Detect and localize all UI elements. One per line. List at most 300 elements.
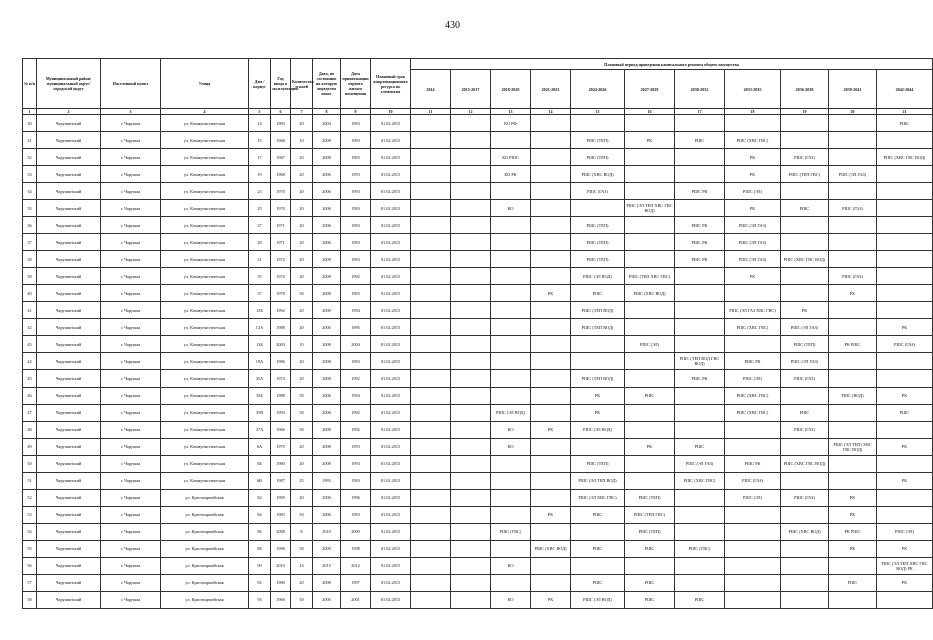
term-cell: 01.02.2015 — [371, 438, 411, 455]
town-cell: г. Чарушка — [101, 540, 161, 557]
floors-cell: 20 — [291, 251, 313, 268]
work-cell: РК — [725, 149, 781, 166]
work-cell — [725, 506, 781, 523]
term-cell: 01.02.2015 — [371, 183, 411, 200]
work-cell — [877, 285, 933, 302]
work-cell — [675, 489, 725, 506]
floors-cell: 50 — [291, 387, 313, 404]
work-cell — [675, 523, 725, 540]
wear-date-cell: 2008 — [313, 574, 341, 591]
row-number: 43 — [23, 336, 37, 353]
work-cell — [829, 455, 877, 472]
row-number: 37 — [23, 234, 37, 251]
town-cell: г. Чарушка — [101, 115, 161, 132]
work-cell — [829, 472, 877, 489]
term-cell: 01.02.2015 — [371, 115, 411, 132]
work-cell — [781, 285, 829, 302]
header-number: № п/п — [23, 59, 37, 109]
work-cell — [571, 200, 625, 217]
street-cell: ул. Коммунистическая — [161, 370, 249, 387]
privatization-cell: 2004 — [341, 336, 371, 353]
street-cell: ул. Коммунистическая — [161, 302, 249, 319]
work-cell: РШС РК — [675, 183, 725, 200]
work-cell — [725, 336, 781, 353]
work-cell: РШС (ГВС) — [491, 523, 531, 540]
town-cell: г. Чарушка — [101, 183, 161, 200]
wear-date-cell: 2000 — [313, 370, 341, 387]
column-number: 10 — [371, 109, 411, 115]
year-cell: 1970 — [271, 183, 291, 200]
work-cell — [491, 387, 531, 404]
work-cell — [411, 353, 451, 370]
work-cell — [491, 489, 531, 506]
district-cell: Чарушинский — [37, 132, 101, 149]
work-cell: РШС (ВОД) — [829, 387, 877, 404]
work-cell — [531, 302, 571, 319]
header-period: 2014 — [411, 70, 451, 109]
privatization-cell: 1998 — [341, 540, 371, 557]
work-cell — [451, 540, 491, 557]
year-cell: 1974 — [271, 370, 291, 387]
work-cell — [411, 574, 451, 591]
year-cell: 1993 — [271, 404, 291, 421]
year-cell: 1992 — [271, 302, 291, 319]
work-cell: КО — [491, 438, 531, 455]
work-cell — [877, 251, 933, 268]
work-cell: КО — [491, 557, 531, 574]
work-cell — [411, 319, 451, 336]
work-cell — [829, 234, 877, 251]
wear-date-cell: 2008 — [313, 455, 341, 472]
work-cell — [451, 506, 491, 523]
work-cell — [451, 166, 491, 183]
work-cell — [625, 234, 675, 251]
term-cell: 01.02.2015 — [371, 251, 411, 268]
work-cell — [531, 268, 571, 285]
work-cell: РШС (ЭЛ ТЕП ХВС ГВС ВОД) — [625, 200, 675, 217]
house-cell: 93 — [249, 591, 271, 608]
work-cell: РК РШС — [829, 523, 877, 540]
work-cell — [411, 115, 451, 132]
year-cell: 1978 — [271, 285, 291, 302]
term-cell: 01.02.2015 — [371, 285, 411, 302]
work-cell — [675, 574, 725, 591]
wear-date-cell: 2006 — [313, 506, 341, 523]
work-cell: РШС РК — [725, 455, 781, 472]
work-cell — [571, 523, 625, 540]
work-cell — [877, 217, 933, 234]
work-cell — [491, 251, 531, 268]
work-cell: РШС — [571, 540, 625, 557]
town-cell: г. Чарушка — [101, 489, 161, 506]
work-cell — [829, 319, 877, 336]
work-cell — [491, 268, 531, 285]
work-cell: РК — [877, 387, 933, 404]
work-cell — [725, 115, 781, 132]
header-year: Год ввода в эксплуатацию — [271, 59, 291, 109]
town-cell: г. Чарушка — [101, 438, 161, 455]
work-cell — [877, 234, 933, 251]
house-cell: 25 — [249, 200, 271, 217]
work-cell: РШС (ТЕП) — [571, 234, 625, 251]
work-cell: РШС (ХВС ВОД) — [781, 523, 829, 540]
table-row — [23, 387, 933, 404]
work-cell: КО РК — [491, 166, 531, 183]
table-row — [23, 217, 933, 234]
work-cell — [675, 268, 725, 285]
floors-cell: 20 — [291, 200, 313, 217]
work-cell: РШС (ЭЛ ГАЗ) — [829, 166, 877, 183]
work-cell: РК — [725, 268, 781, 285]
work-cell — [829, 353, 877, 370]
work-cell — [625, 166, 675, 183]
year-cell: 1995 — [271, 489, 291, 506]
town-cell: г. Чарушка — [101, 353, 161, 370]
town-cell: г. Чарушка — [101, 217, 161, 234]
header-period: 2030-2032 — [675, 70, 725, 109]
house-cell: 13А — [249, 319, 271, 336]
work-cell: РШС — [877, 404, 933, 421]
work-cell: РШС (ТЕП) — [781, 336, 829, 353]
street-cell: ул. Красноармейская — [161, 574, 249, 591]
district-cell: Чарушинский — [37, 523, 101, 540]
house-cell: 17 — [249, 149, 271, 166]
work-cell — [877, 506, 933, 523]
table-row — [23, 540, 933, 557]
town-cell: г. Чарушка — [101, 132, 161, 149]
header-period: 2018-2020 — [491, 70, 531, 109]
row-number: 39 — [23, 268, 37, 285]
wear-date-cell: 2008 — [313, 268, 341, 285]
work-cell — [411, 234, 451, 251]
term-cell: 01.02.2015 — [371, 540, 411, 557]
work-cell — [675, 404, 725, 421]
district-cell: Чарушинский — [37, 149, 101, 166]
work-cell — [625, 404, 675, 421]
term-cell: 01.02.2015 — [371, 336, 411, 353]
work-cell — [411, 421, 451, 438]
work-cell — [725, 421, 781, 438]
work-cell — [829, 251, 877, 268]
column-number: 18 — [725, 109, 781, 115]
row-number: 48 — [23, 421, 37, 438]
work-cell: РШС (ЭЛ) — [725, 370, 781, 387]
work-cell: РШС (ЭЛ) — [877, 523, 933, 540]
wear-date-cell: 2006 — [313, 404, 341, 421]
work-cell: РШС (ТЕП) — [571, 132, 625, 149]
term-cell: 01.02.2015 — [371, 217, 411, 234]
work-cell — [451, 489, 491, 506]
work-cell — [451, 557, 491, 574]
table-row — [23, 166, 933, 183]
floors-cell: 20 — [291, 370, 313, 387]
work-cell — [491, 472, 531, 489]
work-cell — [877, 132, 933, 149]
table-row — [23, 574, 933, 591]
work-cell — [725, 438, 781, 455]
floors-cell: 8 — [291, 523, 313, 540]
floors-cell: 20 — [291, 302, 313, 319]
privatization-cell: 1994 — [341, 302, 371, 319]
privatization-cell: 1993 — [341, 506, 371, 523]
street-cell: ул. Коммунистическая — [161, 217, 249, 234]
work-cell — [625, 115, 675, 132]
district-cell: Чарушинский — [37, 472, 101, 489]
work-cell: РШС — [571, 506, 625, 523]
work-cell — [625, 183, 675, 200]
year-cell: 1967 — [271, 149, 291, 166]
work-cell — [625, 302, 675, 319]
work-cell — [491, 234, 531, 251]
header-privatization: Дата приватизации первого жилого помещения — [341, 59, 371, 109]
street-cell: ул. Красноармейская — [161, 540, 249, 557]
column-number: 11 — [411, 109, 451, 115]
table-row — [23, 183, 933, 200]
privatization-cell: 1995 — [341, 319, 371, 336]
work-cell — [781, 557, 829, 574]
work-cell — [491, 217, 531, 234]
row-number: 31 — [23, 132, 37, 149]
work-cell — [451, 268, 491, 285]
work-cell — [781, 183, 829, 200]
table-row — [23, 472, 933, 489]
work-cell: РК — [829, 540, 877, 557]
street-cell: ул. Коммунистическая — [161, 455, 249, 472]
term-cell: 01.02.2015 — [371, 132, 411, 149]
header-period: 2015-2017 — [451, 70, 491, 109]
work-cell — [531, 251, 571, 268]
work-cell — [675, 115, 725, 132]
term-cell: 01.02.2015 — [371, 455, 411, 472]
work-cell: РШС (ХВС ВОД) — [571, 166, 625, 183]
work-cell — [531, 387, 571, 404]
work-cell: РШС (ГАЗ) — [781, 370, 829, 387]
work-cell: РК — [877, 438, 933, 455]
house-cell: 15 — [249, 132, 271, 149]
house-cell: 13Б — [249, 302, 271, 319]
work-cell: РШС — [625, 540, 675, 557]
table-row — [23, 370, 933, 387]
row-number: 32 — [23, 149, 37, 166]
district-cell: Чарушинский — [37, 302, 101, 319]
work-cell — [411, 591, 451, 608]
column-number: 15 — [571, 109, 625, 115]
privatization-cell: 2001 — [341, 591, 371, 608]
row-number: 38 — [23, 251, 37, 268]
street-cell: ул. Коммунистическая — [161, 421, 249, 438]
column-number: 8 — [313, 109, 341, 115]
wear-date-cell: 2006 — [313, 387, 341, 404]
privatization-cell: 1993 — [341, 472, 371, 489]
table-row — [23, 132, 933, 149]
work-cell — [451, 200, 491, 217]
privatization-cell: 1992 — [341, 404, 371, 421]
work-cell: РШС (ЭЛ ТЕП) ХВС ГВС ВОД) — [829, 438, 877, 455]
work-cell: РШС (ТЕП ВОД) — [571, 302, 625, 319]
work-cell — [531, 489, 571, 506]
work-cell: РШС (ЭЛ ГАЗ) — [725, 217, 781, 234]
work-cell: РШС РК — [675, 234, 725, 251]
work-cell: РШС (ХВС ВОД) — [531, 540, 571, 557]
house-cell: 86 — [249, 523, 271, 540]
table-row — [23, 421, 933, 438]
header-period: 2036-2038 — [781, 70, 829, 109]
column-number: 19 — [781, 109, 829, 115]
table-row — [23, 285, 933, 302]
work-cell — [451, 421, 491, 438]
wear-date-cell: 2000 — [313, 489, 341, 506]
town-cell: г. Чарушка — [101, 319, 161, 336]
house-cell: 35А — [249, 370, 271, 387]
work-cell — [491, 132, 531, 149]
house-cell: 82 — [249, 489, 271, 506]
house-cell: 84 — [249, 506, 271, 523]
header-street: Улица — [161, 59, 249, 109]
row-number: 42 — [23, 319, 37, 336]
street-cell: ул. Коммунистическая — [161, 404, 249, 421]
year-cell: 1988 — [271, 319, 291, 336]
house-cell: 88 — [249, 540, 271, 557]
term-cell: 01.02.2015 — [371, 574, 411, 591]
work-cell: РК — [725, 200, 781, 217]
work-cell: КО — [491, 200, 531, 217]
work-cell: РК — [829, 489, 877, 506]
term-cell: 01.02.2015 — [371, 404, 411, 421]
year-cell: 1996 — [271, 540, 291, 557]
wear-date-cell: 2008 — [313, 149, 341, 166]
work-cell: РШС (ЭЛ) — [725, 183, 781, 200]
table-row — [23, 115, 933, 132]
work-cell: РШС (ЭЛ) — [725, 489, 781, 506]
street-cell: ул. Коммунистическая — [161, 166, 249, 183]
wear-date-cell: 2006 — [313, 166, 341, 183]
wear-date-cell: 2008 — [313, 336, 341, 353]
privatization-cell: 1993 — [341, 149, 371, 166]
work-cell — [829, 217, 877, 234]
header-district: Муниципальный район/ муниципальный округ/городской округ — [37, 59, 101, 109]
work-cell — [531, 183, 571, 200]
house-cell: 90 — [249, 557, 271, 574]
work-cell: РШС РК — [675, 370, 725, 387]
table-row — [23, 149, 933, 166]
street-cell: ул. Коммунистическая — [161, 387, 249, 404]
work-cell — [675, 557, 725, 574]
work-cell — [491, 540, 531, 557]
work-cell — [829, 591, 877, 608]
floors-cell: 20 — [291, 319, 313, 336]
floors-cell: 50 — [291, 421, 313, 438]
work-cell: РК — [829, 506, 877, 523]
house-cell: 37А — [249, 421, 271, 438]
privatization-cell: 1993 — [341, 353, 371, 370]
work-cell — [451, 302, 491, 319]
work-cell — [781, 438, 829, 455]
work-cell: РК — [531, 285, 571, 302]
work-cell: РШС (ГАЗ) — [829, 200, 877, 217]
work-cell — [781, 268, 829, 285]
work-cell: РК — [725, 166, 781, 183]
work-cell: РШС (ЭЛ ВОД) — [491, 404, 531, 421]
row-number: 34 — [23, 183, 37, 200]
work-cell — [491, 353, 531, 370]
work-cell — [531, 370, 571, 387]
district-cell: Чарушинский — [37, 336, 101, 353]
district-cell: Чарушинский — [37, 370, 101, 387]
work-cell — [411, 540, 451, 557]
year-cell: 1974 — [271, 268, 291, 285]
work-cell — [781, 506, 829, 523]
privatization-cell: 1993 — [341, 285, 371, 302]
term-cell: 01.02.2015 — [371, 353, 411, 370]
work-cell — [451, 591, 491, 608]
district-cell: Чарушинский — [37, 387, 101, 404]
floors-cell: 50 — [291, 404, 313, 421]
privatization-cell: 1993 — [341, 115, 371, 132]
work-cell — [451, 285, 491, 302]
district-cell: Чарушинский — [37, 404, 101, 421]
district-cell: Чарушинский — [37, 217, 101, 234]
work-cell: РШС (ХВС ГВС ВОД) — [781, 251, 829, 268]
work-cell — [531, 319, 571, 336]
year-cell: 1983 — [271, 115, 291, 132]
work-cell — [625, 319, 675, 336]
work-cell — [675, 166, 725, 183]
work-cell: РК — [877, 540, 933, 557]
work-cell — [625, 353, 675, 370]
row-number: 47 — [23, 404, 37, 421]
table-row — [23, 268, 933, 285]
header-period-group: Плановый период проведения капитального ремонта общего имущества — [411, 59, 933, 70]
work-cell — [571, 557, 625, 574]
wear-date-cell: 2015 — [313, 557, 341, 574]
work-cell: РШС — [625, 574, 675, 591]
work-cell: РК — [571, 387, 625, 404]
floors-cell: 20 — [291, 574, 313, 591]
table-row — [23, 234, 933, 251]
work-cell — [675, 149, 725, 166]
column-number: 5 — [249, 109, 271, 115]
street-cell: ул. Коммунистическая — [161, 285, 249, 302]
work-cell — [411, 132, 451, 149]
work-cell — [675, 506, 725, 523]
work-cell — [877, 183, 933, 200]
town-cell: г. Чарушка — [101, 506, 161, 523]
work-cell: РШС (ХВС ГВС) — [725, 404, 781, 421]
privatization-cell: 1993 — [341, 217, 371, 234]
row-number: 55 — [23, 540, 37, 557]
row-number: 30 — [23, 115, 37, 132]
floors-cell: 20 — [291, 183, 313, 200]
wear-date-cell: 2000 — [313, 591, 341, 608]
work-cell — [411, 149, 451, 166]
house-cell: 6Б — [249, 455, 271, 472]
work-cell — [571, 353, 625, 370]
work-cell: РШС (ГАЗ) — [781, 421, 829, 438]
work-cell — [675, 302, 725, 319]
floors-cell: 20 — [291, 268, 313, 285]
work-cell — [531, 115, 571, 132]
column-number: 4 — [161, 109, 249, 115]
work-cell: РШС (ГАЗ) — [781, 149, 829, 166]
work-cell — [531, 523, 571, 540]
year-cell: 1983 — [271, 506, 291, 523]
work-cell: РШС (ЭЛ ТЕП ХВС ГВС ВОД) РК — [877, 557, 933, 574]
house-cell: 35В — [249, 404, 271, 421]
town-cell: г. Чарушка — [101, 421, 161, 438]
work-cell — [625, 370, 675, 387]
year-cell: 1966 — [271, 421, 291, 438]
floors-cell: 14 — [291, 557, 313, 574]
